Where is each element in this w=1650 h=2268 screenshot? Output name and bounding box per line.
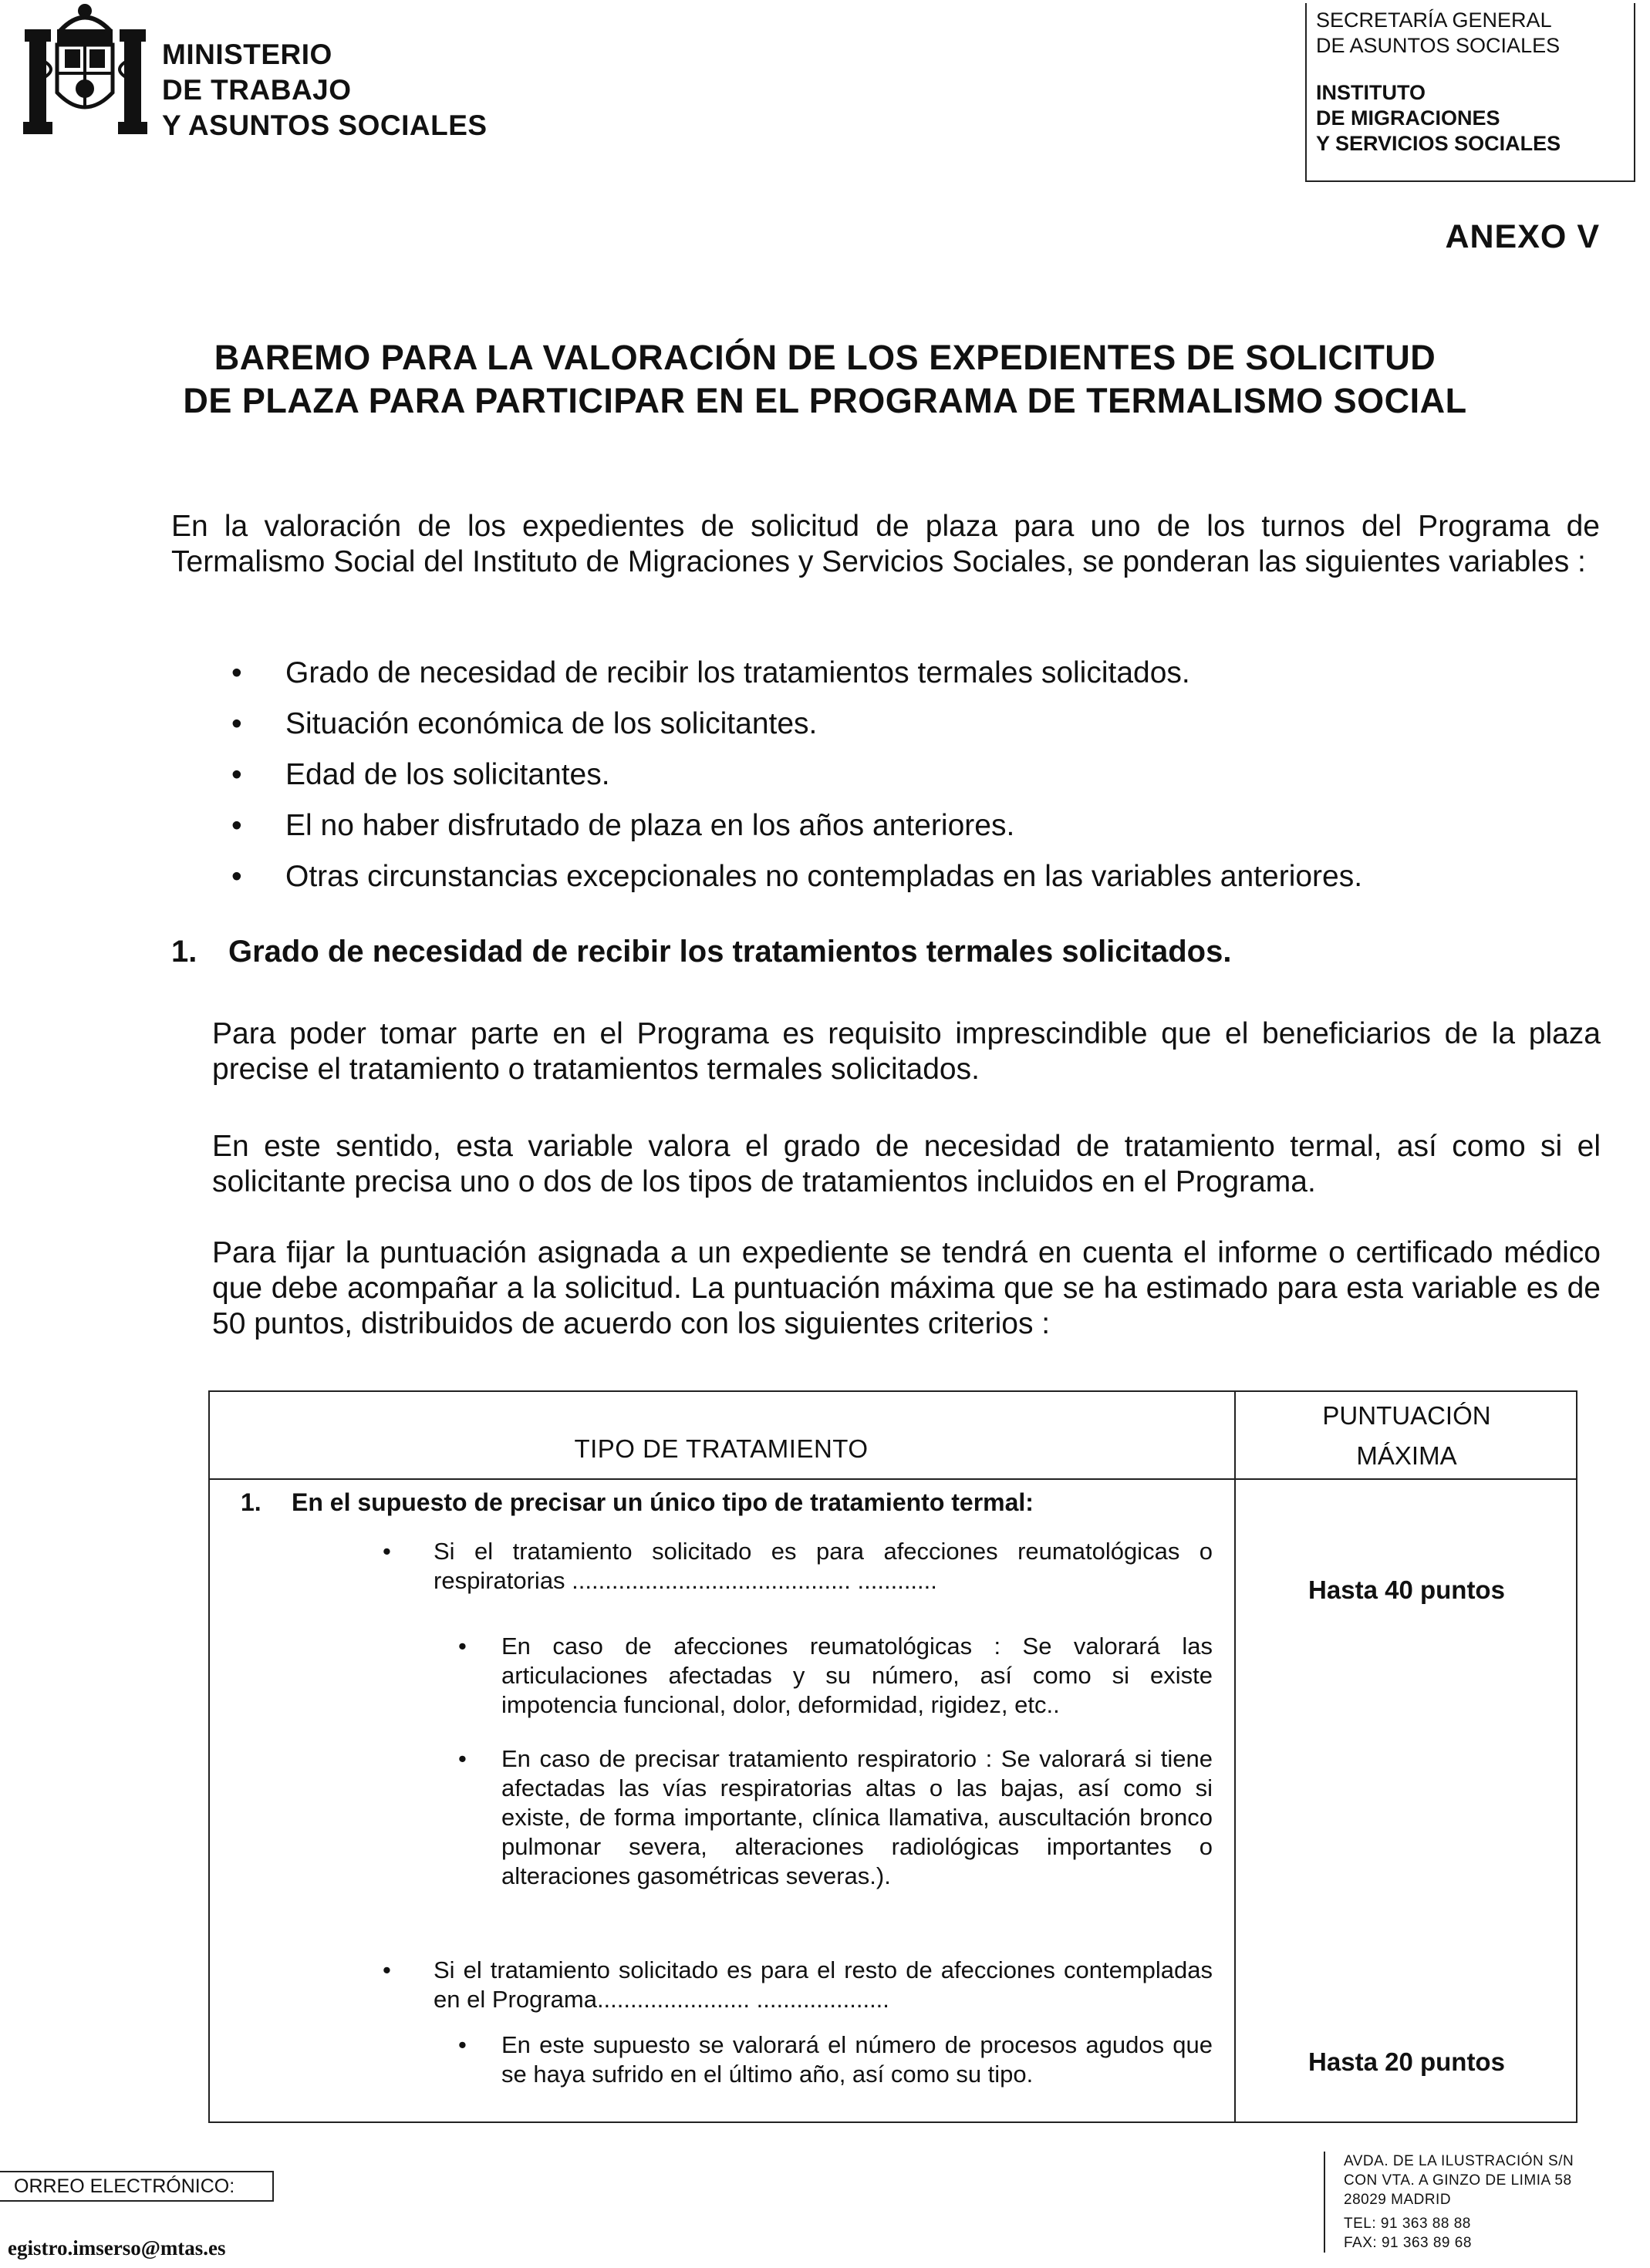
bullet-icon: • (231, 758, 242, 791)
variables-list (231, 655, 1604, 910)
phone-number: TEL: 91 363 88 88 (1344, 2216, 1471, 2232)
secretaria-box (1305, 3, 1635, 182)
coat-of-arms-icon (22, 0, 149, 137)
list-item: • El no haber disfrutado de plaza en los años anteriores. (231, 809, 1015, 842)
list-item: • Otras circunstancias excepcionales no contempladas en las variables anteriores. (231, 860, 1363, 893)
fax-number: FAX: 91 363 89 68 (1344, 2235, 1472, 2251)
section-paragraph: Para poder tomar parte en el Programa es requisito imprescindible que el beneficiarios de la plaza precise el tratamiento o tratamientos termales solicitados. (212, 1017, 1601, 1086)
title-line: DE PLAZA PARA PARTICIPAR EN EL PROGRAMA DE TERMALISMO SOCIAL (183, 381, 1467, 420)
bullet-icon: • (231, 809, 242, 842)
table-subitem: • En este supuesto se valorará el número de procesos agudos que se haya sufrido en el último año, así como su tipo. (458, 2031, 1213, 2088)
table-subitem: • En caso de afecciones reumatológicas : Se valorará las articulaciones afectadas y su número, así como si existe impotencia funcional, dolor, deformidad, rigidez, etc.. (458, 1633, 1213, 1718)
secretaria-line: SECRETARÍA GENERAL (1316, 8, 1552, 32)
bullet-icon: • (231, 656, 242, 689)
address-line: AVDA. DE LA ILUSTRACIÓN S/N (1344, 2153, 1574, 2169)
annex-label: ANEXO V (1445, 218, 1600, 255)
bullet-icon: • (231, 860, 242, 893)
section-paragraph: En este sentido, esta variable valora el grado de necesidad de tratamiento termal, así como si el solicitante precisa uno o dos de los tipos de tratamientos incluidos en el Programa. (212, 1130, 1601, 1198)
points-value: Hasta 40 puntos (1308, 1575, 1505, 1604)
list-item: • Grado de necesidad de recibir los tratamientos termales solicitados. (231, 656, 1190, 689)
bullet-icon: • (383, 1956, 391, 1983)
table-row-title: 1. En el supuesto de precisar un único tipo de tratamiento termal: (241, 1488, 1034, 1516)
section-paragraph: Para fijar la puntuación asignada a un expediente se tendrá en cuenta el informe o certificado médico que debe acompañar a la solicitud. La puntuación máxima que se ha estimado para esta variable es de 50 puntos, distribuidos de acuerdo con los siguientes criterios : (212, 1236, 1601, 1340)
address-line: CON VTA. A GINZO DE LIMIA 58 (1344, 2172, 1572, 2189)
ministry-line: DE TRABAJO (162, 74, 352, 106)
instituto-line: DE MIGRACIONES (1316, 106, 1500, 130)
section-number: 1. (171, 935, 197, 969)
instituto-line: Y SERVICIOS SOCIALES (1316, 132, 1561, 155)
table-divider (1234, 1390, 1236, 2123)
title-line: BAREMO PARA LA VALORACIÓN DE LOS EXPEDIENTES DE SOLICITUD (214, 338, 1436, 377)
instituto-line: INSTITUTO (1316, 81, 1426, 104)
address-line: 28029 MADRID (1344, 2192, 1452, 2208)
intro-paragraph: En la valoración de los expedientes de solicitud de plaza para uno de los turnos del Programa de Termalismo Social del Instituto de Migraciones y Servicios Sociales, se ponderan las siguientes variables : (171, 510, 1600, 578)
section-title: Grado de necesidad de recibir los tratamientos termales solicitados. (228, 935, 1232, 969)
email-address[interactable]: egistro.imserso@mtas.es (8, 2236, 226, 2260)
ministry-line: MINISTERIO (162, 39, 332, 70)
address-block (1324, 2152, 1574, 2253)
email-label: ORREO ELECTRÓNICO: (0, 2171, 274, 2202)
bullet-icon: • (458, 1745, 467, 1772)
document-title (0, 336, 1650, 423)
table-item: • Si el tratamiento solicitado es para el resto de afecciones contempladas en el Programa....................... .................... (383, 1956, 1213, 2013)
bullet-icon: • (383, 1538, 391, 1565)
secretaria-line: DE ASUNTOS SOCIALES (1316, 34, 1561, 57)
list-item: • Edad de los solicitantes. (231, 758, 610, 791)
table-divider (208, 1478, 1577, 1480)
ministry-line: Y ASUNTOS SOCIALES (162, 110, 488, 141)
list-item: • Situación económica de los solicitantes. (231, 707, 818, 740)
bullet-icon: • (231, 707, 242, 740)
bullet-icon: • (458, 1633, 467, 1660)
section-heading (171, 935, 1231, 969)
table-subitem: • En caso de precisar tratamiento respiratorio : Se valorará si tiene afectadas las vías respiratorias altas o las bajas, así como si existe, de forma importante, clínica llamativa, auscultación bronco pulmonar severa, alteraciones radiológicas importantes o alteraciones gasométricas severas.). (458, 1745, 1213, 1889)
ministry-name (162, 37, 488, 143)
table-item: • Si el tratamiento solicitado es para afecciones reumatológicas o respiratorias .......................................... ............ (383, 1538, 1213, 1594)
bullet-icon: • (458, 2031, 467, 2058)
table-header-points: PUNTUACIÓN MÁXIMA (1322, 1401, 1491, 1470)
points-value: Hasta 20 puntos (1308, 2047, 1505, 2076)
table-header-type: TIPO DE TRATAMIENTO (574, 1434, 869, 1463)
